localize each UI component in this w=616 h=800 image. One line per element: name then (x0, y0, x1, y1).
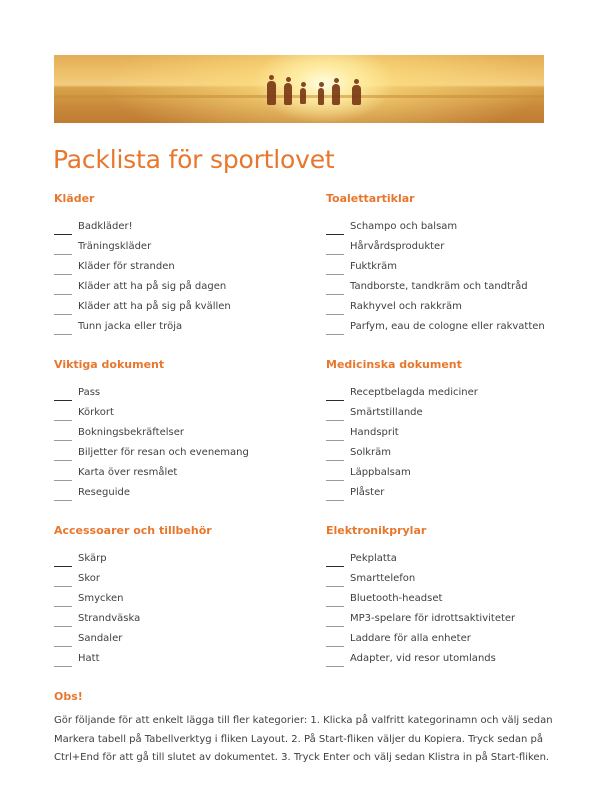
item-label: Handsprit (350, 427, 399, 438)
checklist-item[interactable] (54, 651, 314, 671)
header-banner-image (54, 55, 544, 123)
section-elektronikprylar (326, 524, 586, 671)
checklist (326, 551, 586, 671)
item-label: Sandaler (78, 633, 123, 644)
runner-silhouette (267, 81, 276, 105)
section-heading: Accessoarer och tillbehör (54, 524, 212, 537)
check-blank-line[interactable] (326, 254, 344, 255)
notes-section (54, 690, 564, 768)
check-blank-line[interactable] (54, 606, 72, 607)
checklist-item[interactable] (54, 571, 314, 591)
item-label: Strandväska (78, 613, 141, 624)
checklist-item[interactable] (54, 259, 314, 279)
item-label: Smycken (78, 593, 124, 604)
checklist-item[interactable] (326, 299, 586, 319)
checklist-item[interactable] (326, 485, 586, 505)
check-blank-line[interactable] (54, 480, 72, 481)
runner-silhouette (300, 88, 306, 104)
checklist-item[interactable] (54, 465, 314, 485)
runner-silhouette (318, 88, 324, 105)
section-heading: Toalettartiklar (326, 192, 415, 205)
item-label: Reseguide (78, 487, 130, 498)
item-label: Tunn jacka eller tröja (78, 321, 183, 332)
item-label: Tandborste, tandkräm och tandtråd (350, 281, 528, 292)
item-label: Karta över resmålet (78, 467, 178, 478)
item-label: Pass (78, 387, 101, 398)
item-label: Receptbelagda mediciner (350, 387, 478, 398)
item-label: Rakhyvel och rakkräm (350, 301, 462, 312)
checklist-item[interactable] (326, 551, 586, 571)
item-label: Smarttelefon (350, 573, 416, 584)
item-label: Parfym, eau de cologne eller rakvatten (350, 321, 545, 332)
checklist-item[interactable] (54, 445, 314, 465)
section-heading: Kläder (54, 192, 95, 205)
section-heading: Medicinska dokument (326, 358, 462, 371)
check-blank-line[interactable] (54, 666, 72, 667)
checklist-item[interactable] (54, 551, 314, 571)
checklist-item[interactable] (326, 465, 586, 485)
check-blank-line[interactable] (326, 500, 344, 501)
checklist-item[interactable] (54, 319, 314, 339)
item-label: Skor (78, 573, 101, 584)
check-blank-line[interactable] (54, 274, 72, 275)
check-blank-line[interactable] (326, 400, 344, 401)
check-blank-line[interactable] (54, 440, 72, 441)
checklist-item[interactable] (326, 279, 586, 299)
check-blank-line[interactable] (326, 420, 344, 421)
item-label: Schampo och balsam (350, 221, 458, 232)
check-blank-line[interactable] (326, 314, 344, 315)
checklist-item[interactable] (54, 405, 314, 425)
item-label: Solkräm (350, 447, 392, 458)
checklist-item[interactable] (54, 279, 314, 299)
checklist-item[interactable] (326, 631, 586, 651)
banner-horizon (54, 95, 544, 98)
checklist-item[interactable] (54, 631, 314, 651)
section-accessoarer (54, 524, 314, 671)
section-heading: Elektronikprylar (326, 524, 427, 537)
notes-text: Gör följande för att enkelt lägga till fler kategorier: 1. Klicka på valfritt kategorinamn och välj sedan Markera tabell på Tabellverktyg i fliken Layout. 2. På Start-fliken väljer du Kopiera. Tryck sedan på Ctrl+End för att gå till slutet av dokumentet. 3. Tryck Enter och välj sedan Klistra in på Start-fliken. (54, 715, 553, 763)
check-blank-line[interactable] (54, 500, 72, 501)
checklist-item[interactable] (326, 571, 586, 591)
checklist-item[interactable] (326, 385, 586, 405)
checklist-item[interactable] (326, 425, 586, 445)
check-blank-line[interactable] (54, 314, 72, 315)
check-blank-line[interactable] (54, 234, 72, 235)
section-viktiga-dokument (54, 358, 314, 505)
item-label: Kläder att ha på sig på dagen (78, 281, 227, 292)
item-label: Träningskläder (78, 241, 152, 252)
item-label: Adapter, vid resor utomlands (350, 653, 496, 664)
check-blank-line[interactable] (54, 646, 72, 647)
check-blank-line[interactable] (326, 234, 344, 235)
item-label: Laddare för alla enheter (350, 633, 471, 644)
checklist-item[interactable] (54, 239, 314, 259)
check-blank-line[interactable] (326, 646, 344, 647)
item-label: Kläder att ha på sig på kvällen (78, 301, 231, 312)
check-blank-line[interactable] (326, 606, 344, 607)
check-blank-line[interactable] (326, 586, 344, 587)
item-label: Pekplatta (350, 553, 397, 564)
check-blank-line[interactable] (326, 460, 344, 461)
check-blank-line[interactable] (326, 294, 344, 295)
check-blank-line[interactable] (54, 566, 72, 567)
checklist-item[interactable] (326, 319, 586, 339)
section-klader (54, 192, 314, 339)
checklist-item[interactable] (326, 405, 586, 425)
item-label: MP3-spelare för idrottsaktiviteter (350, 613, 516, 624)
check-blank-line[interactable] (54, 626, 72, 627)
item-label: Fuktkräm (350, 261, 398, 272)
check-blank-line[interactable] (326, 334, 344, 335)
check-blank-line[interactable] (326, 666, 344, 667)
check-blank-line[interactable] (54, 586, 72, 587)
check-blank-line[interactable] (326, 480, 344, 481)
check-blank-line[interactable] (54, 294, 72, 295)
item-label: Biljetter för resan och evenemang (78, 447, 249, 458)
item-label: Skärp (78, 553, 107, 564)
checklist-item[interactable] (54, 611, 314, 631)
check-blank-line[interactable] (326, 566, 344, 567)
checklist (326, 385, 586, 505)
section-toalettartiklar (326, 192, 586, 339)
item-label: Läppbalsam (350, 467, 411, 478)
item-label: Kläder för stranden (78, 261, 175, 272)
checklist (54, 551, 314, 671)
runner-silhouette (284, 83, 292, 105)
check-blank-line[interactable] (54, 254, 72, 255)
check-blank-line[interactable] (54, 460, 72, 461)
section-medicinska-dokument (326, 358, 586, 505)
item-label: Bluetooth-headset (350, 593, 443, 604)
check-blank-line[interactable] (54, 420, 72, 421)
runner-silhouette (332, 84, 340, 105)
checklist-item[interactable] (54, 425, 314, 445)
item-label: Hårvårdsprodukter (350, 241, 445, 252)
checklist-item[interactable] (326, 259, 586, 279)
checklist (54, 385, 314, 505)
check-blank-line[interactable] (326, 626, 344, 627)
checklist (54, 219, 314, 339)
checklist-item[interactable] (54, 591, 314, 611)
item-label: Hatt (78, 653, 100, 664)
checklist-item[interactable] (326, 445, 586, 465)
checklist-item[interactable] (54, 485, 314, 505)
check-blank-line[interactable] (54, 334, 72, 335)
checklist-item[interactable] (326, 239, 586, 259)
page-title: Packlista för sportlovet (53, 145, 335, 174)
check-blank-line[interactable] (326, 440, 344, 441)
item-label: Smärtstillande (350, 407, 423, 418)
runner-silhouette (352, 85, 361, 105)
checklist-item[interactable] (54, 299, 314, 319)
notes-heading: Obs! (54, 690, 83, 703)
check-blank-line[interactable] (54, 400, 72, 401)
checklist-item[interactable] (326, 591, 586, 611)
checklist-item[interactable] (326, 219, 586, 239)
checklist-item[interactable] (326, 651, 586, 671)
section-heading: Viktiga dokument (54, 358, 165, 371)
checklist-item[interactable] (54, 385, 314, 405)
item-label: Plåster (350, 487, 385, 498)
checklist (326, 219, 586, 339)
item-label: Bokningsbekräftelser (78, 427, 184, 438)
checklist-item[interactable] (326, 611, 586, 631)
item-label: Körkort (78, 407, 114, 418)
item-label: Badkläder! (78, 221, 133, 232)
checklist-item[interactable] (54, 219, 314, 239)
check-blank-line[interactable] (326, 274, 344, 275)
